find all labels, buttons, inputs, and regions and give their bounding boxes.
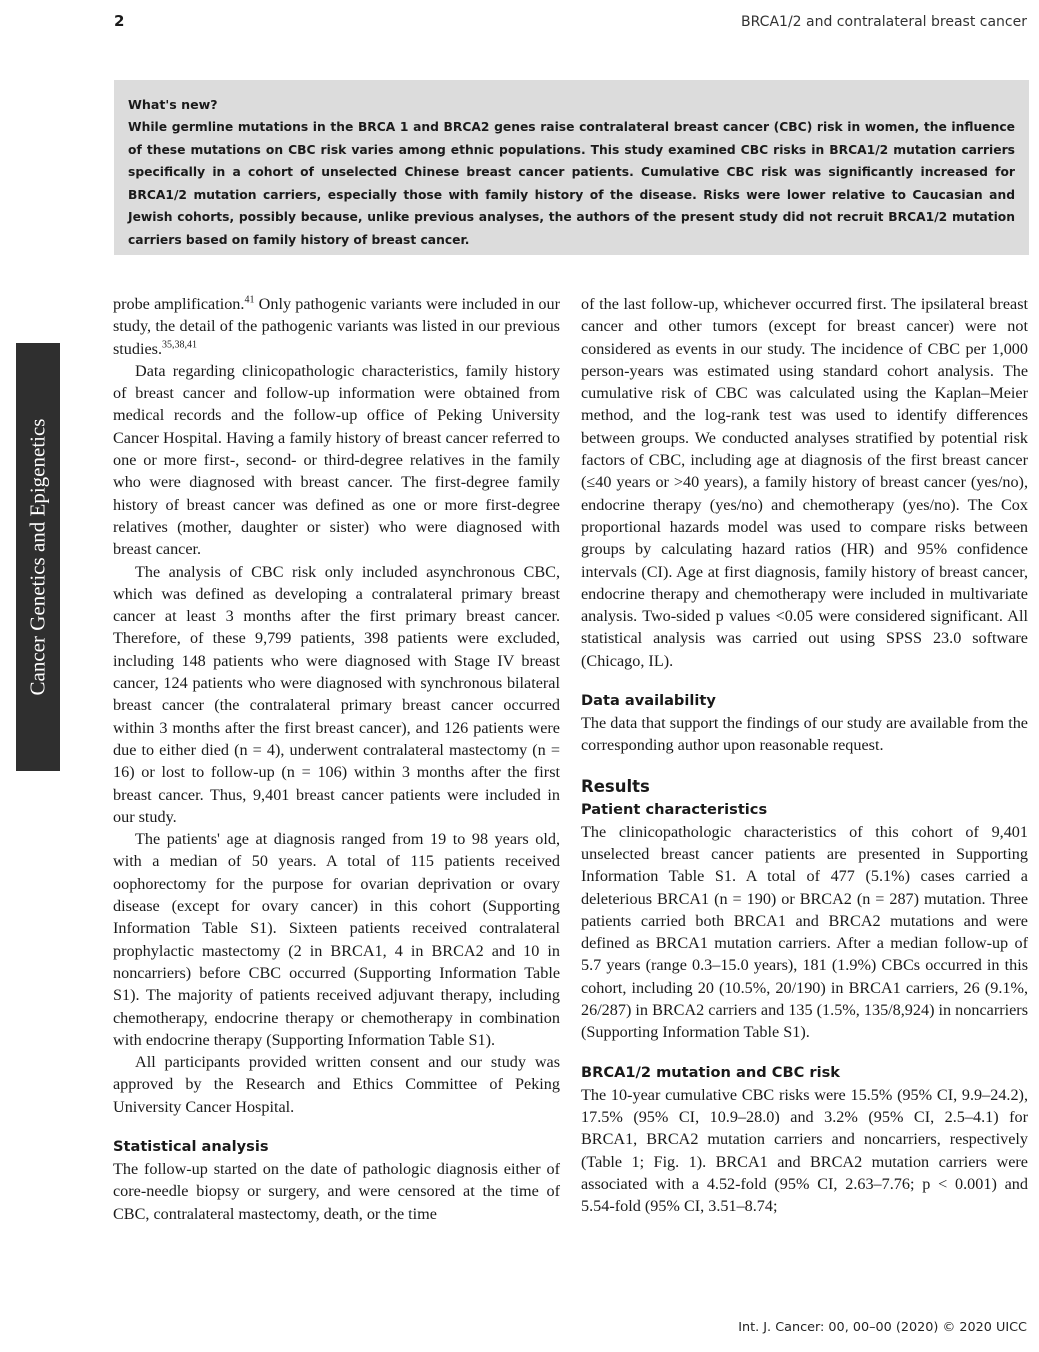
page-number: 2 <box>114 12 125 30</box>
paragraph: The analysis of CBC risk only included asynchronous CBC, which was defined as developing a contralateral primary breast cancer at least 3 months after the first primary breast cancer. Therefore, of these 9,799 patients, 398 patients were excluded, including 148 patients who were diagnosed with Stage IV breast cancer, 124 patients who were diagnosed with synchronous bilateral breast cancer (the contralateral primary breast cancer occurred within 3 months after the first breast cancer), and 126 patients were due to either died (n = 4), underwent contralateral mastectomy (n = 16) or lost to follow-up (n = 106) within 3 months after the first breast cancer. Thus, 9,401 breast cancer patients were included in our study. <box>113 562 560 826</box>
paragraph-text: probe amplification. <box>113 295 245 313</box>
subsection-heading-brca-cbc-risk: BRCA1/2 mutation and CBC risk <box>581 1063 840 1081</box>
section-side-tab <box>16 343 60 771</box>
citation: 41 <box>244 294 255 306</box>
section-side-tab-label: Cancer Genetics and Epigenetics <box>25 418 50 696</box>
subsection-heading-patient-characteristics: Patient characteristics <box>581 800 768 818</box>
citation: 35,38,41 <box>162 339 198 351</box>
left-column <box>113 293 560 1225</box>
right-column <box>581 293 1028 1217</box>
section-heading-results: Results <box>581 776 650 796</box>
paragraph: Data regarding clinicopathologic characteristics, family history of breast cancer and follow-up information were obtained from medical records and the follow-up office of Peking University Cancer Hospital. Having a family history of breast cancer referred to one or more first-, second- or third-degree relatives in the family who were diagnosed with breast cancer. The first-degree family history of breast cancer was defined as one or more first-degree relatives (mother, daughter or sister) who were diagnosed with breast cancer. <box>113 361 560 559</box>
paragraph <box>113 293 560 360</box>
running-head: BRCA1/2 and contralateral breast cancer <box>741 14 1027 30</box>
whats-new-body: While germline mutations in the BRCA 1 and BRCA2 genes raise contralateral breast cancer (CBC) risk in women, the influence of these mutations on CBC risk varies among ethnic populations. This study examined CBC risks in BRCA1/2 mutation carriers specifically in a cohort of unselected Chinese breast cancer patients. Cumulative CBC risk was significantly increased for BRCA1/2 mutation carriers, especially those with family history of the disease. Risks were lower relative to Caucasian and Jewish cohorts, possibly because, unlike previous analyses, the authors of the present study did not recruit BRCA1/2 mutation carriers based on family history of breast cancer. <box>128 120 1015 247</box>
paragraph: The data that support the findings of our study are available from the corresponding author upon reasonable request. <box>581 714 1028 755</box>
whats-new-title: What's new? <box>128 97 218 112</box>
whats-new-box <box>114 80 1029 255</box>
paragraph-text: Only pathogenic variants were included in our study, the detail of the pathogenic variants was listed in our previous studies. <box>113 295 560 358</box>
paragraph: The follow-up started on the date of pathologic diagnosis either of core-needle biopsy or surgery, and were censored at the time of CBC, contralateral mastectomy, death, or the time <box>113 1159 560 1223</box>
paragraph: All participants provided written consent and our study was approved by the Research and Ethics Committee of Peking University Cancer Hospital. <box>113 1053 560 1116</box>
paragraph: The 10-year cumulative CBC risks were 15.5% (95% CI, 9.9–24.2), 17.5% (95% CI, 10.9–28.0) and 3.2% (95% CI, 2.5–4.1) for BRCA1, BRCA2 mutation carriers and noncarriers, respectively (Table 1; Fig. 1). BRCA1 and BRCA2 mutation carriers were associated with a 4.52-fold (95% CI, 2.63–7.76; p < 0.001) and 5.54-fold (95% CI, 3.51–8.74; <box>581 1085 1028 1216</box>
paragraph: The patients' age at diagnosis ranged from 19 to 98 years old, with a median of 50 years. A total of 115 patients received oophorectomy for the purpose for ovarian deprivation or ovary disease (except for ovary cancer) in this cohort (Supporting Information Table S1). Sixteen patients received contralateral prophylactic mastectomy (2 in BRCA1, 4 in BRCA2 and 10 in noncarriers) before CBC occurred (Supporting Information Table S1). The majority of patients received adjuvant therapy, including chemotherapy, endocrine therapy or chemotherapy in combination with endocrine therapy (Supporting Information Table S1). <box>113 830 560 1049</box>
paragraph: of the last follow-up, whichever occurred first. The ipsilateral breast cancer and other tumors (except for breast cancer) were not considered as events in our study. The incidence of CBC per 1,000 person-years was estimated using standard cohort analysis. The cumulative risk of CBC was calculated using the Kaplan–Meier method, and the log-rank test was used to identify differences between groups. We conducted analyses stratified by potential risk factors of CBC, including age at diagnosis of the first breast cancer (≤40 years or >40 years), a family history of breast cancer (yes/no), endocrine therapy (yes/no) and chemotherapy (yes/no). The Cox proportional hazards model was used to compare risks between groups by calculating hazard ratios (HR) and 95% confidence intervals (CI). Age at first diagnosis, family history of breast cancer, endocrine therapy and chemotherapy were included in multivariate analysis. Two-sided p values <0.05 were considered significant. All statistical analysis was carried out using SPSS 23.0 software (Chicago, IL). <box>581 295 1028 670</box>
journal-footer: Int. J. Cancer: 00, 00–00 (2020) © 2020 UICC <box>738 1320 1027 1335</box>
paragraph: The clinicopathologic characteristics of this cohort of 9,401 unselected breast cancer patients are presented in Supporting Information Table S1. A total of 477 (5.1%) cases carried a deleterious BRCA1 (n = 190) or BRCA2 (n = 287) mutation. Three patients carried both BRCA1 and BRCA2 mutations and were defined as BRCA1 mutation carriers. After a median follow-up of 5.7 years (range 0.3–15.0 years), 181 (1.9%) CBCs occurred in this cohort, including 20 (10.5%, 20/190) in BRCA1 carriers, 26 (9.1%, 26/287) in BRCA2 carriers and 135 (1.5%, 135/8,924) in noncarriers (Supporting Information Table S1). <box>581 822 1028 1042</box>
section-heading-statistical-analysis: Statistical analysis <box>113 1137 269 1155</box>
section-heading-data-availability: Data availability <box>581 692 716 710</box>
